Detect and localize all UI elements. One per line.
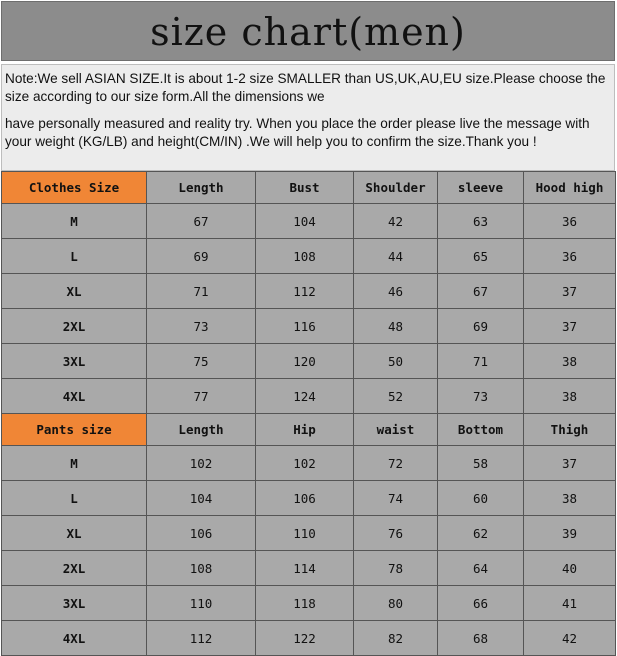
measurement-cell: 42 bbox=[354, 204, 438, 239]
measurement-cell: 104 bbox=[256, 204, 354, 239]
measurement-cell: 72 bbox=[354, 446, 438, 481]
pants-row bbox=[2, 621, 616, 656]
measurement-cell: 110 bbox=[256, 516, 354, 551]
clothes-row bbox=[2, 204, 616, 239]
clothes-row bbox=[2, 379, 616, 414]
measurement-cell: 118 bbox=[256, 586, 354, 621]
measurement-cell: 73 bbox=[438, 379, 524, 414]
measurement-cell: 37 bbox=[524, 274, 616, 309]
pants-column-header: Hip bbox=[256, 414, 354, 446]
measurement-cell: 58 bbox=[438, 446, 524, 481]
measurement-cell: 60 bbox=[438, 481, 524, 516]
pants-row bbox=[2, 586, 616, 621]
clothes-row bbox=[2, 309, 616, 344]
pants-header-row bbox=[2, 414, 616, 446]
size-label-cell: 3XL bbox=[2, 344, 147, 379]
measurement-cell: 40 bbox=[524, 551, 616, 586]
pants-row bbox=[2, 551, 616, 586]
size-label-cell: M bbox=[2, 446, 147, 481]
size-table bbox=[1, 171, 616, 656]
title-banner bbox=[1, 1, 615, 61]
size-label-cell: XL bbox=[2, 516, 147, 551]
measurement-cell: 80 bbox=[354, 586, 438, 621]
measurement-cell: 62 bbox=[438, 516, 524, 551]
measurement-cell: 41 bbox=[524, 586, 616, 621]
measurement-cell: 106 bbox=[256, 481, 354, 516]
pants-column-header: Length bbox=[147, 414, 256, 446]
measurement-cell: 82 bbox=[354, 621, 438, 656]
measurement-cell: 116 bbox=[256, 309, 354, 344]
measurement-cell: 63 bbox=[438, 204, 524, 239]
measurement-cell: 39 bbox=[524, 516, 616, 551]
measurement-cell: 110 bbox=[147, 586, 256, 621]
size-label-cell: 2XL bbox=[2, 309, 147, 344]
measurement-cell: 50 bbox=[354, 344, 438, 379]
size-label-cell: 3XL bbox=[2, 586, 147, 621]
pants-column-header: Thigh bbox=[524, 414, 616, 446]
clothes-size-header: Clothes Size bbox=[2, 172, 147, 204]
measurement-cell: 48 bbox=[354, 309, 438, 344]
size-label-cell: XL bbox=[2, 274, 147, 309]
pants-row bbox=[2, 481, 616, 516]
pants-column-header: Bottom bbox=[438, 414, 524, 446]
measurement-cell: 102 bbox=[256, 446, 354, 481]
size-label-cell: M bbox=[2, 204, 147, 239]
measurement-cell: 42 bbox=[524, 621, 616, 656]
size-label-cell: 2XL bbox=[2, 551, 147, 586]
measurement-cell: 69 bbox=[147, 239, 256, 274]
measurement-cell: 52 bbox=[354, 379, 438, 414]
clothes-column-header: Bust bbox=[256, 172, 354, 204]
pants-column-header: waist bbox=[354, 414, 438, 446]
measurement-cell: 106 bbox=[147, 516, 256, 551]
note-paragraph-1: Note:We sell ASIAN SIZE.It is about 1-2 size SMALLER than US,UK,AU,EU size.Please choose the size according to our size form.All the dimensions we bbox=[5, 71, 606, 104]
measurement-cell: 108 bbox=[256, 239, 354, 274]
measurement-cell: 46 bbox=[354, 274, 438, 309]
measurement-cell: 75 bbox=[147, 344, 256, 379]
measurement-cell: 36 bbox=[524, 204, 616, 239]
measurement-cell: 124 bbox=[256, 379, 354, 414]
size-label-cell: 4XL bbox=[2, 379, 147, 414]
clothes-column-header: Length bbox=[147, 172, 256, 204]
measurement-cell: 112 bbox=[256, 274, 354, 309]
measurement-cell: 71 bbox=[147, 274, 256, 309]
page-title: size chart(men) bbox=[150, 10, 466, 54]
measurement-cell: 38 bbox=[524, 379, 616, 414]
pants-size-header: Pants size bbox=[2, 414, 147, 446]
measurement-cell: 37 bbox=[524, 446, 616, 481]
size-note bbox=[1, 64, 615, 171]
clothes-column-header: Hood high bbox=[524, 172, 616, 204]
measurement-cell: 38 bbox=[524, 481, 616, 516]
measurement-cell: 73 bbox=[147, 309, 256, 344]
clothes-row bbox=[2, 274, 616, 309]
clothes-row bbox=[2, 344, 616, 379]
measurement-cell: 102 bbox=[147, 446, 256, 481]
measurement-cell: 65 bbox=[438, 239, 524, 274]
measurement-cell: 122 bbox=[256, 621, 354, 656]
size-label-cell: 4XL bbox=[2, 621, 147, 656]
pants-row bbox=[2, 516, 616, 551]
note-paragraph-2: have personally measured and reality try. When you place the order please live the message with your weight (KG/LB) and height(CM/IN) .We will help you to confirm the size.Thank you ! bbox=[5, 116, 590, 149]
measurement-cell: 69 bbox=[438, 309, 524, 344]
clothes-column-header: Shoulder bbox=[354, 172, 438, 204]
measurement-cell: 120 bbox=[256, 344, 354, 379]
measurement-cell: 76 bbox=[354, 516, 438, 551]
size-label-cell: L bbox=[2, 239, 147, 274]
measurement-cell: 36 bbox=[524, 239, 616, 274]
measurement-cell: 38 bbox=[524, 344, 616, 379]
measurement-cell: 68 bbox=[438, 621, 524, 656]
measurement-cell: 74 bbox=[354, 481, 438, 516]
measurement-cell: 77 bbox=[147, 379, 256, 414]
measurement-cell: 104 bbox=[147, 481, 256, 516]
clothes-header-row bbox=[2, 172, 616, 204]
measurement-cell: 112 bbox=[147, 621, 256, 656]
measurement-cell: 71 bbox=[438, 344, 524, 379]
clothes-column-header: sleeve bbox=[438, 172, 524, 204]
pants-row bbox=[2, 446, 616, 481]
measurement-cell: 67 bbox=[147, 204, 256, 239]
measurement-cell: 66 bbox=[438, 586, 524, 621]
measurement-cell: 64 bbox=[438, 551, 524, 586]
measurement-cell: 78 bbox=[354, 551, 438, 586]
size-label-cell: L bbox=[2, 481, 147, 516]
measurement-cell: 67 bbox=[438, 274, 524, 309]
measurement-cell: 108 bbox=[147, 551, 256, 586]
measurement-cell: 114 bbox=[256, 551, 354, 586]
clothes-row bbox=[2, 239, 616, 274]
measurement-cell: 44 bbox=[354, 239, 438, 274]
measurement-cell: 37 bbox=[524, 309, 616, 344]
